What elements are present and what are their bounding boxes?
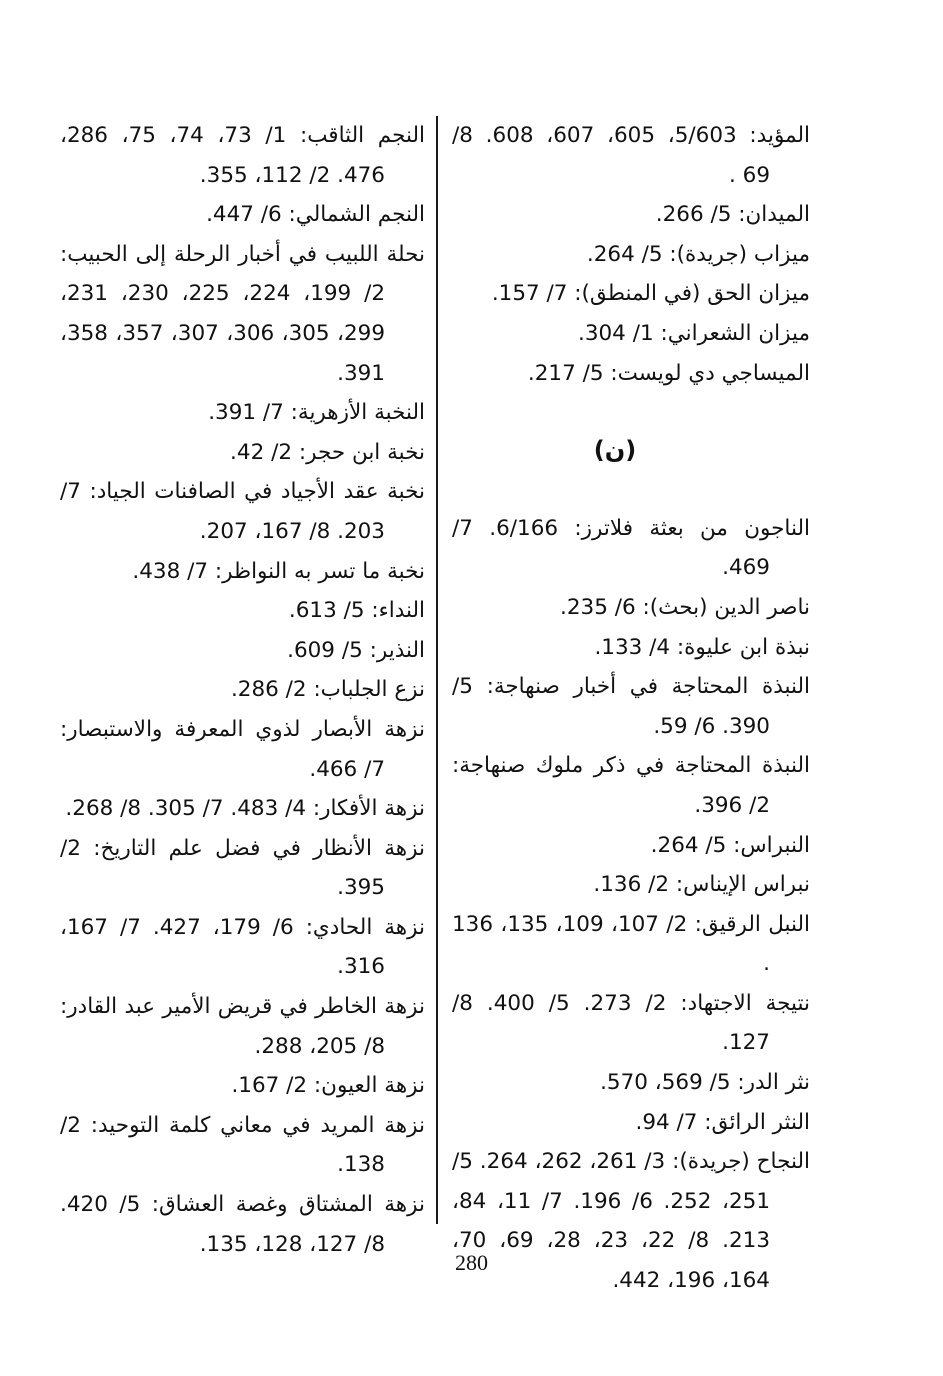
index-entry: نبذة ابن عليوة: 4/ 133. [594, 634, 810, 660]
index-entry: نتيجة الاجتهاد: 2/ 273. 5/ 400. 8/ 127. [452, 990, 811, 1056]
index-entry: النثر الرائق: 7/ 94. [635, 1109, 810, 1135]
section-letter-heading: (ن) [593, 436, 637, 465]
index-entry: نزهة الأنظار في فضل علم التاريخ: 2/ 395. [60, 835, 425, 901]
index-entry: النجم الشمالي: 6/ 447. [206, 202, 425, 228]
index-entry: النبل الرقيق: 2/ 107، 109، 135، 136 . [452, 911, 811, 977]
index-entry: نحلة اللبيب في أخبار الرحلة إلى الحبيب: 2/ 199، 224، 225، 230، 231، 299، 305، 306، 307، 357، 358، 391. [60, 241, 425, 386]
index-entry: نثر الدر: 5/ 569، 570. [600, 1070, 810, 1096]
index-entry: نزهة الأبصار لذوي المعرفة والاستبصار: 7/ 466. [60, 716, 425, 782]
index-entry: النبراس: 5/ 264. [650, 832, 810, 858]
index-entry: النبذة المحتاجة في أخبار صنهاجة: 5/ 390. 6/ 59. [452, 674, 810, 739]
left-column [60, 116, 425, 1264]
index-entry: النذير: 5/ 609. [287, 637, 425, 663]
index-entry: النبذة المحتاجة في ذكر ملوك صنهاجة: 2/ 396. [452, 753, 810, 818]
index-entry: نزهة العيون: 2/ 167. [231, 1073, 425, 1099]
index-entry: النخبة الأزهرية: 7/ 391. [208, 400, 425, 426]
index-entry: ناصر الدين (بحث): 6/ 235. [560, 594, 810, 620]
index-entry: النجاح (جريدة): 3/ 261، 262، 264. 5/ 251، 252. 6/ 196. 7/ 11، 84، 213. 8/ 22، 23، 28، 69، 70، 164، 196، 442. [452, 1149, 811, 1294]
index-entry: نزهة الخاطر في قريض الأمير عبد القادر: 8/ 205، 288. [60, 994, 425, 1059]
index-entry: النجم الثاقب: 1/ 73، 74، 75، 286، 476. 2/ 112، 355. [60, 123, 425, 188]
index-entry: الناجون من بعثة فلاترز: 6/166. 7/ 469. [452, 515, 810, 581]
index-entry: المؤيد: 5/603، 605، 607، 608. 8/ 69 . [452, 123, 810, 188]
index-entry: نزهة المشتاق وغصة العشاق: 5/ 420. 8/ 127، 128، 135. [60, 1192, 425, 1257]
index-entry: نخبة عقد الأجياد في الصافنات الجياد: 7/ 203. 8/ 167، 207. [60, 479, 425, 544]
index-entry: نبراس الإيناس: 2/ 136. [593, 872, 810, 898]
column-divider [436, 116, 438, 1224]
index-entry: الميدان: 5/ 266. [655, 202, 810, 228]
index-entry: نزهة الأفكار: 4/ 483. 7/ 305. 8/ 268. [65, 796, 425, 822]
index-entry: الميساجي دي لويست: 5/ 217. [527, 360, 810, 386]
index-entry: نزع الجلباب: 2/ 286. [230, 677, 425, 703]
index-entry: نخبة ابن حجر: 2/ 42. [230, 439, 425, 465]
page-number: 280 [455, 1250, 488, 1275]
right-column [452, 116, 810, 1301]
index-entry: ميزاب (جريدة): 5/ 264. [586, 241, 810, 267]
index-entry: نخبة ما تسر به النواظر: 7/ 438. [132, 558, 425, 584]
entries-bottom [452, 509, 810, 1301]
index-entry: ميزان الشعراني: 1/ 304. [577, 320, 810, 346]
index-entry: النداء: 5/ 613. [288, 598, 425, 624]
entries-top [452, 116, 810, 393]
section-spacer [452, 393, 810, 431]
index-entry: نزهة المريد في معاني كلمة التوحيد: 2/ 138. [60, 1112, 425, 1178]
index-entry: ميزان الحق (في المنطق): 7/ 157. [491, 281, 810, 307]
index-entry: نزهة الحادي: 6/ 179، 427. 7/ 167، 316. [60, 914, 425, 980]
